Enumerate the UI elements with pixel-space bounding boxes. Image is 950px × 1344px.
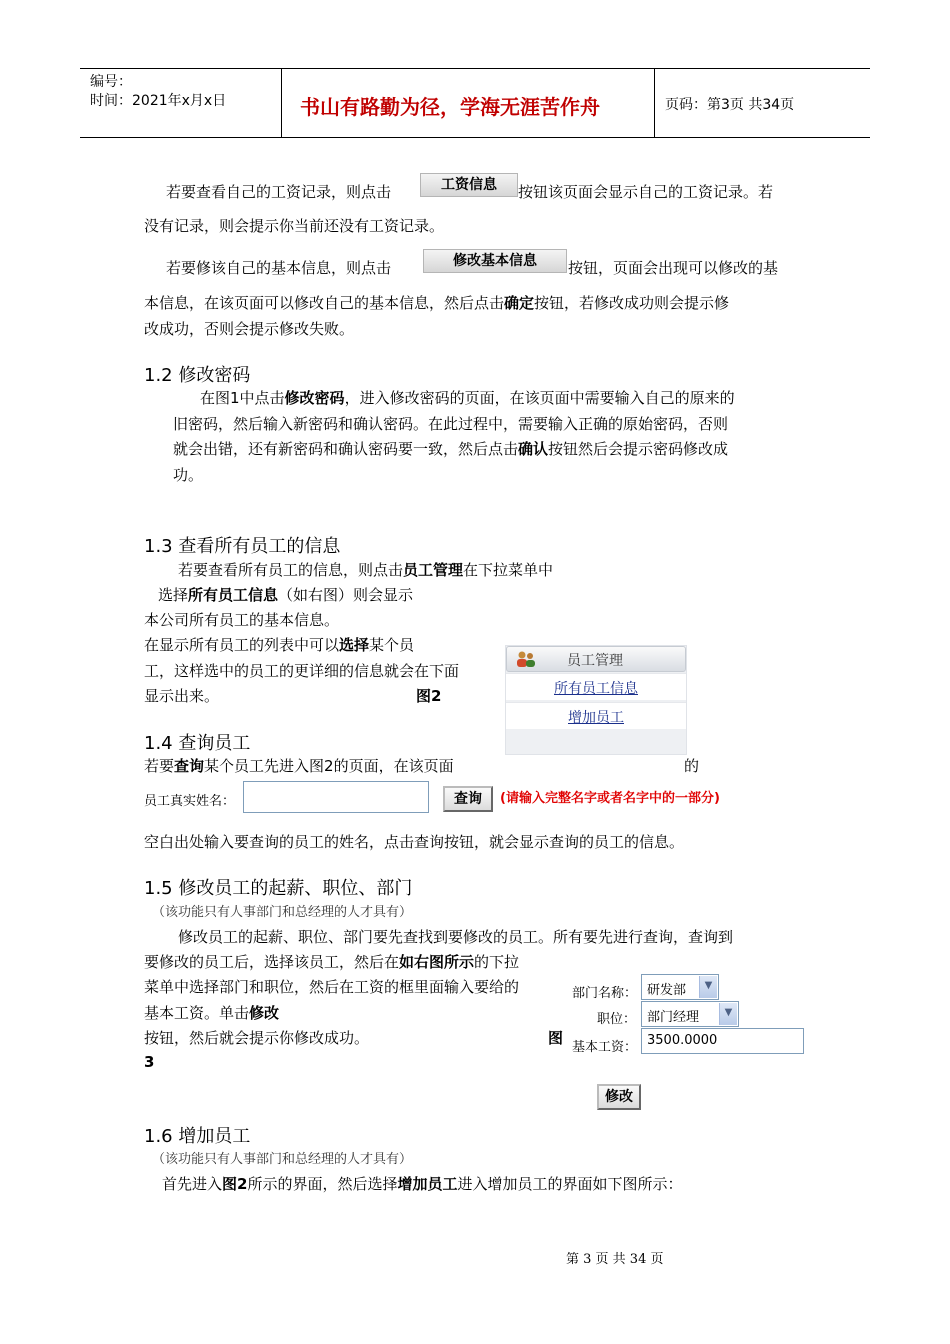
paragraph: 本信息，在该页面可以修改自己的基本信息，然后点击确定按钮，若修改成功则会提示修 [144, 294, 730, 312]
section-heading: 1.5 修改员工的起薪、职位、部门 [144, 878, 413, 899]
menu-item-add-employee[interactable]: 增加员工 [568, 710, 624, 726]
position-select[interactable]: 部门经理 ▼ [641, 1001, 739, 1027]
paragraph: 基本工资。单击修改 [144, 1004, 280, 1022]
dept-label: 部门名称： [572, 986, 638, 1001]
paragraph: 本公司所有员工的基本信息。 [144, 611, 340, 629]
section-note: （该功能只有人事部门和总经理的人才具有） [152, 905, 413, 920]
paragraph: 首先进入图2所示的界面，然后选择增加员工进入增加员工的界面如下图所示： [162, 1175, 683, 1193]
paragraph: 按钮该页面会显示自己的工资记录。若 [518, 183, 774, 201]
paragraph: 修改员工的起薪、职位、部门要先查找到要修改的员工。所有要先进行查询，查询到 [178, 928, 734, 946]
paragraph: 功。 [173, 466, 204, 484]
employee-menu [505, 645, 687, 755]
chevron-down-icon: ▼ [699, 976, 717, 998]
paragraph: 若要修该自己的基本信息，则点击 [166, 259, 392, 277]
paragraph: 的 [684, 757, 700, 775]
menu-title: 员工管理 [567, 653, 623, 669]
salary-info-button-image: 工资信息 [420, 173, 518, 197]
dept-select[interactable]: 研发部 ▼ [641, 974, 719, 1000]
paragraph: 选择所有员工信息（如右图）则会显示 [158, 586, 414, 604]
page-info: 页码：第3页 共34页 [665, 97, 795, 113]
menu-header[interactable] [506, 646, 686, 672]
position-label: 职位： [597, 1012, 637, 1027]
section-note: （该功能只有人事部门和总经理的人才具有） [152, 1152, 413, 1167]
search-hint: (请输入完整名字或者名字中的一部分) [500, 791, 720, 806]
paragraph: 旧密码，然后输入新密码和确认密码。在此过程中，需要输入正确的原始密码，否则 [173, 415, 729, 433]
name-input[interactable] [243, 781, 429, 813]
menu-item-all-employees[interactable]: 所有员工信息 [554, 681, 638, 697]
salary-label: 基本工资： [572, 1040, 638, 1055]
paragraph: 在图1中点击修改密码，进入修改密码的页面，在该页面中需要输入自己的原来的 [200, 389, 735, 407]
section-heading: 1.2 修改密码 [144, 365, 251, 386]
motto: 书山有路勤为径，学海无涯苦作舟 [300, 95, 600, 119]
paragraph: 若要查看自己的工资记录，则点击 [166, 183, 392, 201]
section-heading: 1.3 查看所有员工的信息 [144, 536, 341, 557]
figure-caption: 3 [144, 1053, 155, 1071]
salary-input[interactable]: 3500.0000 [641, 1028, 804, 1054]
figure-caption: 图 [548, 1029, 564, 1047]
chevron-down-icon: ▼ [719, 1003, 737, 1025]
edit-basic-info-button-image: 修改基本信息 [423, 249, 567, 273]
paragraph: 菜单中选择部门和职位，然后在工资的框里面输入要给的 [144, 978, 520, 996]
header-divider [281, 69, 282, 137]
name-label: 员工真实姓名： [144, 794, 236, 809]
users-icon [515, 650, 537, 668]
paragraph: 若要查询某个员工先进入图2的页面，在该页面 [144, 757, 454, 775]
section-heading: 1.6 增加员工 [144, 1126, 251, 1147]
paragraph: 就会出错，还有新密码和确认密码要一致，然后点击确认按钮然后会提示密码修改成 [173, 440, 729, 458]
search-button[interactable]: 查询 [443, 786, 493, 812]
figure-caption: 图2 [416, 687, 442, 705]
paragraph: 改成功，否则会提示修改失败。 [144, 320, 355, 338]
paragraph: 要修改的员工后，选择该员工，然后在如右图所示的下拉 [144, 953, 520, 971]
paragraph: 显示出来。 [144, 687, 220, 705]
time-label: 时间：2021年x月x日 [90, 93, 227, 109]
page-header [80, 68, 870, 138]
section-heading: 1.4 查询员工 [144, 733, 251, 754]
page-footer: 第 3 页 共 34 页 [566, 1252, 664, 1267]
paragraph: 按钮，然后就会提示你修改成功。 [144, 1029, 370, 1047]
paragraph: 按钮，页面会出现可以修改的基 [568, 259, 779, 277]
paragraph: 在显示所有员工的列表中可以选择某个员 [144, 636, 415, 654]
serial-label: 编号： [90, 74, 132, 90]
modify-button[interactable]: 修改 [597, 1084, 641, 1110]
paragraph: 若要查看所有员工的信息，则点击员工管理在下拉菜单中 [178, 561, 554, 579]
header-meta [90, 73, 226, 111]
paragraph: 空白出处输入要查询的员工的姓名，点击查询按钮，就会显示查询的员工的信息。 [144, 833, 685, 851]
paragraph: 工，这样选中的员工的更详细的信息就会在下面 [144, 662, 460, 680]
paragraph: 没有记录，则会提示你当前还没有工资记录。 [144, 217, 445, 235]
